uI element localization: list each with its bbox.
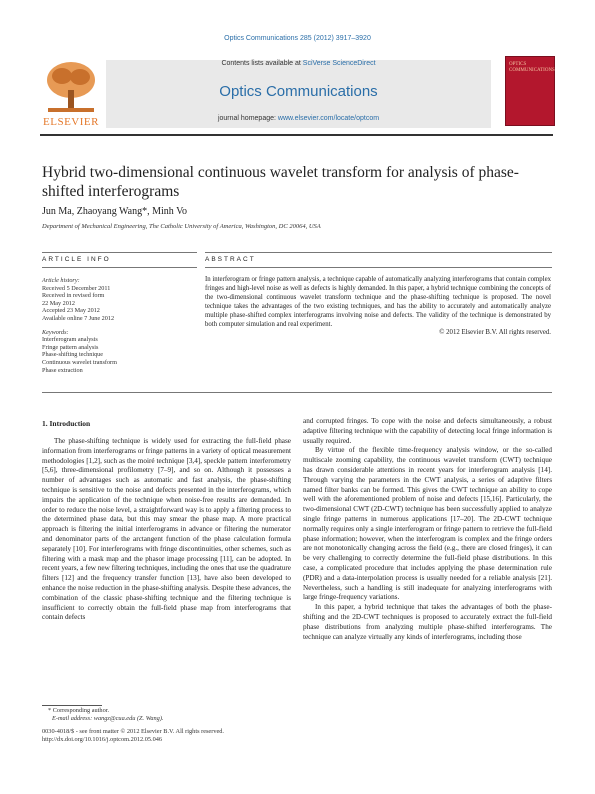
- article-info: [42, 277, 197, 374]
- paragraph: In this paper, a hybrid technique that takes the advantages of both the phase-shifting and the 2D-CWT techniques is proposed to accurately extract the full-field phase distributions from analyzing multiple phase-shifted interferograms. The technique can analyze virtually any kinds of interferograms, including those: [303, 603, 552, 641]
- history-item: 22 May 2012: [42, 299, 75, 307]
- contents-line: [106, 60, 491, 67]
- publisher-name: ELSEVIER: [43, 116, 99, 128]
- affiliation: Department of Mechanical Engineering, The Catholic University of America, Washington, DC 20064, USA: [42, 223, 321, 230]
- abstract-top-rule: [205, 252, 552, 253]
- article-info-heading: ARTICLE INFO: [42, 256, 111, 263]
- publication-info: [42, 728, 292, 744]
- info-heading-rule: [42, 267, 197, 268]
- corresponding-author-note: * Corresponding author.: [48, 707, 110, 714]
- history-item: Received 5 December 2011: [42, 284, 111, 292]
- header-divider: [40, 134, 553, 136]
- journal-reference[interactable]: Optics Communications 285 (2012) 3917–3920: [224, 35, 371, 42]
- email-note: E-mail address: wangz@cua.edu (Z. Wang).: [52, 715, 164, 722]
- keyword: Interferogram analysis: [42, 336, 98, 344]
- footnote-rule: [42, 705, 102, 706]
- abstract-heading-rule: [205, 267, 552, 268]
- paragraph: The phase-shifting technique is widely used for extracting the full-field phase information from interferograms or fringe patterns in a variety of optical measurement methodologies [1,2], such as the moiré technique [3,4], speckle pattern interferometry [5,6], three-dimensional profilometry [7–9], and so on. Although it possesses a number of advantages such as automatic and fast analysis, the phase-shifting technique is sensitive to the noise and defects presented in the interferograms, which impairs the application of the technique when noise-free results are demanded. In order to reduce the noise level, a straightforward way is to apply a filtering process to the determined phase data, but this may smear the phase map. A more practical approach is filtering the initial interferograms in advance or filtering the numerator and denominator parts of the arctangent function of the phase calculation formula separately [10]. For interferograms with fringe discontinuities, other schemes, such as filtering with a mask map and the phasor image processing [11], can be adopted. In recent years, a few new filtering techniques, including the ones that use the quadrature filters [12] and the frequency transfer function [13], have also been developed to enhance the noise reduction in the phase-shifting analysis. Despite these advances, the combination of the classic phase-shifting technique and the filtering technique is insufficient to correctly obtain the full-field phase map from interferograms that contain defects: [42, 437, 291, 622]
- history-item: Accepted 23 May 2012: [42, 307, 100, 315]
- abstract-bottom-rule: [42, 392, 552, 393]
- journal-homepage: [106, 115, 491, 122]
- elsevier-tree-logo: [40, 56, 102, 116]
- history-label: Article history:: [42, 277, 80, 284]
- abstract-heading: ABSTRACT: [205, 256, 256, 263]
- contents-prefix: Contents lists available at: [221, 60, 303, 67]
- abstract-text: In interferogram or fringe pattern analysis, a technique capable of automatically analyzing interferograms that contain complex fringes and high-level noise as well as defects is highly demanded. In this paper, a hybrid technique combining the concepts of the two-dimensional continuous wavelet transform technique and the phase-shifting technique is proposed. The novel technique takes the advantages of the two existing techniques, and has the ability to accurately and automatically analyze multiple phase-shifted complex interferograms involving noise and defects. The validity of the technique is demonstrated by both computer simulation and real experiment.: [205, 276, 551, 328]
- abstract-body: [205, 276, 551, 338]
- info-top-rule: [42, 252, 197, 253]
- keywords-label: Keywords:: [42, 328, 69, 336]
- history-item: Received in revised form: [42, 292, 105, 300]
- column-right: [303, 417, 552, 642]
- column-left: [42, 437, 291, 623]
- keyword: Phase extraction: [42, 366, 83, 374]
- section-heading-introduction: 1. Introduction: [42, 419, 91, 428]
- paragraph: By virtue of the flexible time-frequency analysis window, or the so-called multiscale zooming capability, the continuous wavelet transform (CWT) technique has drawn considerable attentions in recent years for interferogram analysis [14]. Through varying the parameters in the CWT analysis, a series of adaptive filters named filter banks can be formed. This gives the CWT technique an ability to cope well with the aforementioned problem of noise and defects [15,16]. Particularly, the two-dimensional CWT (2D-CWT) technique has been successfully applied to analyze single fringe patterns in numerous applications [17–20]. The 2D-CWT technique normally requires only a single interferogram or fringe pattern to retrieve the full-field phase information; however, when the interferogram is complex and the fringe orders are not monotonically changing across the field (e.g., there are closed fringes), it can be very challenging to correctly determine the full-field phase distributions. In this case, a complicated procedure that includes applying the phase determination rule (PDR) and a data-interpolation process is usually needed for a reliable analysis [21]. Nevertheless, such a handling is still inadequate for analyzing interferograms with large fringe-frequency variations.: [303, 446, 552, 602]
- article-title: Hybrid two-dimensional continuous wavelet transform for analysis of phase-shifted interferograms: [42, 164, 519, 200]
- journal-name: Optics Communications: [219, 83, 378, 100]
- keyword: Phase-shifting technique: [42, 351, 104, 359]
- author-list: Jun Ma, Zhaoyang Wang*, Minh Vo: [42, 206, 188, 217]
- cover-title: OPTICS COMMUNICATIONS: [509, 62, 555, 73]
- keyword: Continuous wavelet transform: [42, 358, 117, 366]
- keyword: Fringe pattern analysis: [42, 343, 99, 351]
- front-matter-line: 0030-4018/$ - see front matter © 2012 Elsevier B.V. All rights reserved.: [42, 728, 224, 735]
- doi-link[interactable]: http://dx.doi.org/10.1016/j.optcom.2012.05.046: [42, 736, 163, 743]
- homepage-link[interactable]: www.elsevier.com/locate/optcom: [277, 115, 380, 122]
- sciencedirect-link[interactable]: SciVerse ScienceDirect: [302, 60, 376, 67]
- copyright-line: © 2012 Elsevier B.V. All rights reserved.: [439, 329, 551, 337]
- history-item: Available online 7 June 2012: [42, 314, 115, 322]
- paragraph: and corrupted fringes. To cope with the noise and defects simultaneously, a robust adaptive filtering technique with the capability of detecting local fringe information is usually required.: [303, 417, 552, 445]
- footnote: [42, 707, 292, 723]
- homepage-prefix: journal homepage:: [217, 115, 278, 122]
